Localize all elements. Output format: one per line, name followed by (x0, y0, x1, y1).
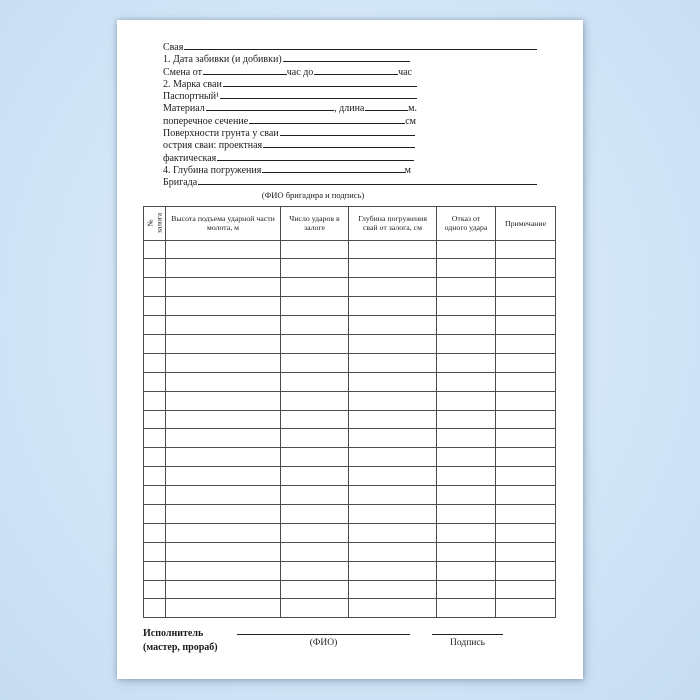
table-cell (349, 486, 437, 505)
table-cell (349, 542, 437, 561)
table-cell (281, 467, 349, 486)
form-line-label: поперечное сечение (163, 115, 249, 127)
table-cell (437, 391, 496, 410)
table-cell (281, 391, 349, 410)
header-cell-sink-depth: Глубина погружения свай от залога, см (349, 206, 437, 240)
form-line-label: , длина (334, 103, 365, 115)
form-line (163, 152, 414, 164)
table-row (144, 599, 556, 618)
form-line-label: см (405, 115, 416, 127)
table-cell (144, 580, 166, 599)
executor-label (143, 627, 237, 654)
header-cell-refusal: Отказ от одного удара (437, 206, 496, 240)
table-cell (166, 335, 281, 354)
blank-rule-line (223, 78, 417, 87)
table-cell (496, 410, 556, 429)
table-cell (349, 448, 437, 467)
table-cell (349, 278, 437, 297)
header-cell-note: Примечание (496, 206, 556, 240)
table-cell (144, 278, 166, 297)
table-cell (496, 561, 556, 580)
table-cell (166, 505, 281, 524)
table-cell (144, 410, 166, 429)
blank-rule-line (206, 102, 334, 111)
table-cell (144, 372, 166, 391)
header-cell-zalog-number (144, 206, 166, 240)
blank-rule-line (217, 152, 414, 161)
table-row (144, 372, 556, 391)
table-row (144, 316, 556, 335)
table-cell (437, 335, 496, 354)
table-cell (496, 580, 556, 599)
table-cell (281, 448, 349, 467)
table-cell (349, 505, 437, 524)
table-cell (166, 316, 281, 335)
table-cell (166, 297, 281, 316)
table-cell (437, 372, 496, 391)
blank-rule-line (249, 115, 405, 124)
blank-rule-line (184, 41, 537, 50)
table-cell (437, 561, 496, 580)
table-header-row (144, 206, 556, 240)
table-row (144, 353, 556, 372)
table-header (144, 206, 556, 240)
form-line-label: час до (286, 66, 314, 78)
form-line-label: 1. Дата забивки (и добивки) (163, 54, 282, 66)
table-cell (144, 486, 166, 505)
table-cell (144, 448, 166, 467)
table-cell (349, 410, 437, 429)
table-cell (281, 278, 349, 297)
table-cell (166, 410, 281, 429)
table-cell (349, 429, 437, 448)
blank-rule-line (280, 127, 415, 136)
table-cell (281, 240, 349, 259)
table-cell (349, 599, 437, 618)
form-line (163, 127, 415, 139)
blank-rule-line (365, 102, 408, 111)
table-cell (281, 259, 349, 278)
document-page (117, 20, 583, 679)
blank-rule-line (263, 139, 415, 148)
table-row (144, 297, 556, 316)
table-cell (166, 523, 281, 542)
table-cell (437, 278, 496, 297)
form-line-label: Паспортный¹ (163, 91, 220, 103)
form-line (163, 78, 417, 90)
form-line (163, 164, 412, 176)
signature-blank-line (432, 627, 503, 635)
table-cell (281, 335, 349, 354)
table-row (144, 335, 556, 354)
table-cell (166, 599, 281, 618)
table-cell (496, 353, 556, 372)
table-cell (437, 297, 496, 316)
table-cell (496, 278, 556, 297)
table-cell (496, 429, 556, 448)
table-cell (349, 391, 437, 410)
table-cell (349, 372, 437, 391)
table-cell (349, 297, 437, 316)
table-cell (144, 391, 166, 410)
table-cell (349, 580, 437, 599)
table-cell (166, 448, 281, 467)
table-cell (496, 505, 556, 524)
table-cell (144, 599, 166, 618)
table-cell (166, 580, 281, 599)
table-cell (281, 599, 349, 618)
table-cell (496, 372, 556, 391)
table-cell (281, 542, 349, 561)
table-cell (166, 542, 281, 561)
table-cell (281, 316, 349, 335)
table-row (144, 410, 556, 429)
table-cell (166, 278, 281, 297)
form-line-label: Поверхности грунта у сваи (163, 128, 279, 140)
table-cell (349, 259, 437, 278)
form-line (163, 176, 537, 188)
blank-rule-line (262, 164, 404, 173)
table-cell (349, 240, 437, 259)
pile-driving-log-table (143, 206, 556, 619)
form-header-lines (163, 41, 583, 189)
table-cell (437, 353, 496, 372)
table-cell (437, 259, 496, 278)
signature-gap (410, 627, 432, 654)
table-cell (437, 429, 496, 448)
table-cell (281, 561, 349, 580)
table-cell (437, 240, 496, 259)
table-row (144, 240, 556, 259)
table-cell (496, 486, 556, 505)
footer-signature-block (143, 627, 583, 654)
table-row (144, 505, 556, 524)
form-line (163, 66, 413, 78)
table-cell (281, 523, 349, 542)
table-cell (349, 316, 437, 335)
table-cell (496, 599, 556, 618)
table-cell (144, 467, 166, 486)
signature-label: Подпись (450, 638, 485, 649)
table-row (144, 542, 556, 561)
table-row (144, 391, 556, 410)
table-row (144, 561, 556, 580)
table-cell (437, 410, 496, 429)
table-cell (437, 542, 496, 561)
log-table-body (144, 240, 556, 618)
blank-rule-line (203, 66, 287, 75)
table-cell (166, 429, 281, 448)
table-row (144, 429, 556, 448)
table-cell (349, 353, 437, 372)
form-line-label: Бригада (163, 177, 198, 189)
table-cell (281, 353, 349, 372)
table-row (144, 580, 556, 599)
table-cell (144, 259, 166, 278)
blank-rule-line (283, 53, 410, 62)
executor-title: Исполнитель (143, 628, 204, 640)
table-cell (166, 372, 281, 391)
form-line-label: фактическая (163, 152, 217, 164)
table-cell (349, 467, 437, 486)
table-cell (166, 467, 281, 486)
form-line (163, 90, 417, 102)
table-row (144, 486, 556, 505)
table-cell (349, 335, 437, 354)
form-line-label: м. (408, 103, 417, 115)
table-cell (437, 467, 496, 486)
table-row (144, 259, 556, 278)
blank-rule-line (198, 176, 537, 185)
table-cell (281, 410, 349, 429)
table-row (144, 448, 556, 467)
table-cell (496, 297, 556, 316)
table-cell (144, 240, 166, 259)
table-cell (496, 467, 556, 486)
table-row (144, 523, 556, 542)
fio-label: (ФИО) (309, 638, 338, 649)
table-cell (144, 335, 166, 354)
table-cell (281, 486, 349, 505)
form-line-label: Свая (163, 42, 184, 53)
table-cell (437, 523, 496, 542)
fio-signature-field (237, 627, 410, 654)
blank-rule-line (220, 90, 417, 99)
table-cell (496, 523, 556, 542)
table-cell (281, 505, 349, 524)
form-line-label: 4. Глубина погружения (163, 164, 262, 176)
vertical-header-text (146, 207, 163, 239)
table-cell (437, 316, 496, 335)
table-cell (281, 580, 349, 599)
form-line-label: 2. Марка сваи (163, 78, 222, 90)
blank-rule-line (314, 66, 398, 75)
form-line-label: Материал (163, 103, 205, 115)
table-cell (496, 259, 556, 278)
header-no-symbol: № (145, 219, 154, 227)
fio-blank-line (237, 627, 410, 635)
table-cell (281, 429, 349, 448)
form-line (163, 115, 417, 127)
header-no-word: залога (153, 212, 163, 234)
table-cell (496, 391, 556, 410)
table-cell (144, 505, 166, 524)
form-line-label: Смена от (163, 66, 202, 78)
table-cell (144, 316, 166, 335)
form-line-label: острия сваи: проектная (163, 140, 263, 152)
table-cell (281, 372, 349, 391)
table-cell (437, 505, 496, 524)
table-cell (496, 316, 556, 335)
table-cell (496, 448, 556, 467)
table-row (144, 467, 556, 486)
table-cell (144, 523, 166, 542)
form-line (163, 53, 410, 65)
table-row (144, 278, 556, 297)
table-cell (166, 486, 281, 505)
table-cell (496, 542, 556, 561)
table-cell (166, 240, 281, 259)
table-cell (496, 335, 556, 354)
table-cell (437, 599, 496, 618)
table-cell (349, 523, 437, 542)
table-cell (166, 353, 281, 372)
table-cell (166, 391, 281, 410)
table-cell (166, 259, 281, 278)
signature-field (432, 627, 503, 654)
form-line (163, 41, 537, 53)
table-cell (144, 561, 166, 580)
header-cell-hammer-height: Высота подъема ударной части молота, м (166, 206, 281, 240)
table-cell (349, 561, 437, 580)
table-cell (437, 580, 496, 599)
form-line-label: час (398, 66, 412, 78)
table-cell (496, 240, 556, 259)
table-cell (144, 542, 166, 561)
header-cell-blow-count: Число ударов в залоге (281, 206, 349, 240)
brigade-note: (ФИО бригадира и подпись) (261, 189, 365, 200)
executor-role: (мастер, прораб) (143, 641, 218, 653)
table-cell (144, 429, 166, 448)
form-line (163, 102, 418, 114)
form-line (163, 139, 415, 151)
table-cell (437, 448, 496, 467)
table-cell (281, 297, 349, 316)
table-cell (437, 486, 496, 505)
table-cell (166, 561, 281, 580)
table-cell (144, 297, 166, 316)
table-cell (144, 353, 166, 372)
form-line-label: м (404, 164, 411, 176)
